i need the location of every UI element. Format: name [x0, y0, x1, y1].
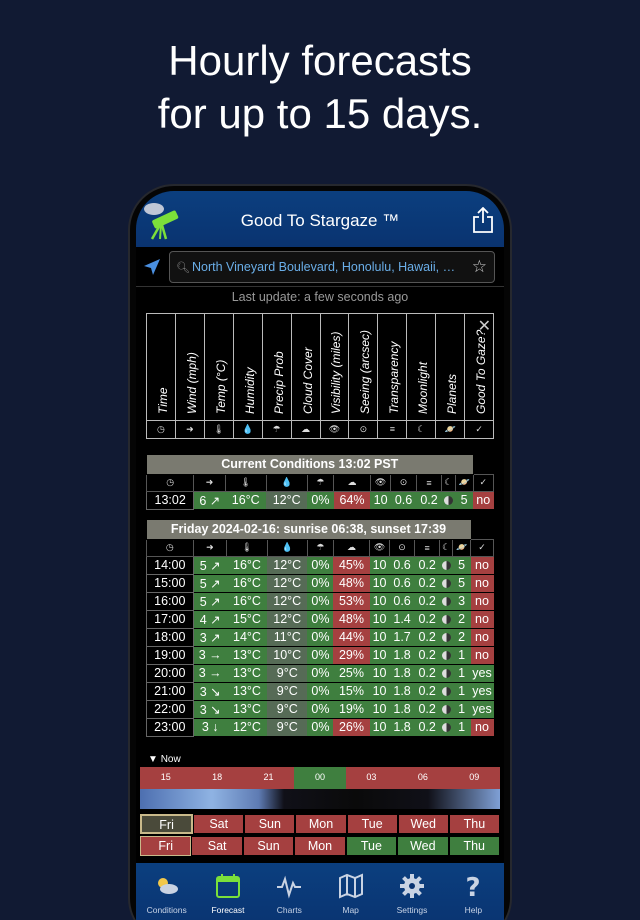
column-icon: ≡ [416, 474, 442, 491]
legend-column [407, 314, 436, 438]
column-icon: ✓ [471, 539, 494, 556]
icon-row [147, 474, 494, 491]
time-cell: 23:00 [147, 718, 194, 736]
table-row[interactable] [147, 556, 494, 574]
legend-column [321, 314, 350, 438]
daylight-strip [140, 789, 500, 809]
temp-cell: 12°C [227, 718, 267, 736]
last-update: Last update: a few seconds ago [231, 290, 409, 304]
day-button-thu[interactable]: Thu [449, 814, 500, 834]
wind-cell: 3 → [193, 646, 227, 664]
time-cell: 14:00 [147, 556, 194, 574]
cloud-cell: 29% [333, 646, 369, 664]
vis-cell: 10 [370, 574, 390, 592]
column-icon: ≡ [415, 539, 440, 556]
day-selector-row-1 [140, 814, 500, 834]
time-cell: 22:00 [147, 700, 194, 718]
legend-column [349, 314, 378, 438]
day-button-thu[interactable]: Thu [449, 836, 500, 856]
tab-charts[interactable] [259, 863, 320, 920]
moon-cell [440, 628, 453, 646]
column-icon: 🪐 [453, 539, 471, 556]
seeing-cell: 1.8 [390, 700, 415, 718]
table-row[interactable] [147, 628, 494, 646]
time-cell: 20:00 [147, 664, 194, 682]
good-cell: yes [472, 666, 492, 680]
good-cell: no [473, 491, 493, 509]
moon-phase-icon [442, 651, 451, 660]
day-button-mon[interactable]: Mon [295, 814, 346, 834]
moon-cell [440, 682, 453, 700]
humidity-cell: 12°C [267, 556, 307, 574]
legend-icon: 👁 [321, 420, 349, 438]
conditions-icon [154, 873, 180, 899]
column-icon: 💧 [266, 474, 307, 491]
moon-cell [442, 491, 455, 509]
cloud-cell: 25% [333, 664, 369, 682]
time-cell: 15:00 [147, 574, 194, 592]
seeing-cell: 1.8 [390, 646, 415, 664]
precip-cell: 0% [307, 664, 333, 682]
tab-label: Charts [276, 905, 302, 915]
planets-cell: 1 [453, 682, 471, 700]
wind-cell: 3 ↘ [193, 682, 227, 700]
column-icon: ☾ [442, 474, 455, 491]
legend-label: Precip Prob [271, 351, 286, 414]
day-button-sun[interactable]: Sun [243, 836, 294, 856]
tab-conditions[interactable] [136, 863, 197, 920]
current-conditions-table [146, 455, 494, 510]
table-row[interactable] [147, 491, 494, 509]
chart-pulse-icon [276, 873, 302, 899]
day-selector-row-2 [140, 836, 500, 856]
transp-cell: 0.2 [415, 610, 440, 628]
legend-column [176, 314, 205, 438]
seeing-cell: 0.6 [390, 574, 415, 592]
temp-cell: 16°C [225, 491, 266, 509]
planets-cell: 2 [453, 610, 471, 628]
cloud-cell: 26% [333, 718, 369, 736]
table-row[interactable] [147, 664, 494, 682]
transp-cell: 0.2 [415, 574, 440, 592]
day-button-wed[interactable]: Wed [397, 836, 448, 856]
legend-label: Good To Gaze? [474, 329, 489, 414]
timeline-ticks [140, 767, 500, 789]
forecast-day-header: Friday 2024-02-16: sunrise 06:38, sunset 17:39 [147, 520, 471, 539]
precip-cell: 0% [307, 491, 334, 509]
tab-label: Map [342, 905, 359, 915]
moon-cell [440, 718, 453, 736]
moon-phase-icon [442, 687, 451, 696]
precip-cell: 0% [307, 628, 333, 646]
planets-cell: 1 [453, 718, 471, 736]
temp-cell: 13°C [227, 700, 267, 718]
tab-help[interactable] [443, 863, 504, 920]
app-title: Good To Stargaze ™ [240, 211, 400, 230]
column-legend [146, 313, 494, 439]
temp-cell: 13°C [227, 664, 267, 682]
gear-icon [399, 873, 425, 899]
table-row[interactable] [147, 610, 494, 628]
legend-label: Temp (°C) [213, 359, 228, 414]
temp-cell: 16°C [227, 556, 267, 574]
humidity-cell: 9°C [267, 700, 307, 718]
temp-cell: 13°C [227, 646, 267, 664]
column-icon: 👁 [370, 474, 390, 491]
moon-cell [440, 646, 453, 664]
time-cell: 13:02 [147, 491, 194, 509]
search-icon: 🔍︎ [176, 262, 190, 274]
transp-cell: 0.2 [415, 628, 440, 646]
help-icon [460, 873, 486, 899]
cloud-cell: 44% [333, 628, 369, 646]
legend-icon: 💧 [234, 420, 262, 438]
wind-cell: 4 ↗ [193, 610, 227, 628]
day-button-tue[interactable]: Tue [346, 836, 397, 856]
precip-cell: 0% [307, 718, 333, 736]
moon-phase-icon [442, 615, 451, 624]
forecast-table [146, 520, 494, 737]
legend-column [263, 314, 292, 438]
bottom-tab-bar [136, 863, 504, 920]
legend-label: Cloud Cover [300, 347, 315, 414]
seeing-cell: 1.8 [390, 664, 415, 682]
cloud-cell: 19% [333, 700, 369, 718]
humidity-cell: 9°C [267, 664, 307, 682]
column-icon: ➜ [193, 539, 227, 556]
day-button-tue[interactable]: Tue [347, 814, 398, 834]
tab-label: Settings [396, 905, 428, 915]
wind-cell: 3 ↓ [193, 718, 227, 736]
timeline-tick: 00 [294, 767, 345, 789]
headline [0, 34, 640, 140]
timeline-tick: 18 [191, 767, 242, 789]
seeing-cell: 0.6 [390, 556, 415, 574]
good-cell: yes [472, 684, 492, 698]
precip-cell: 0% [307, 592, 333, 610]
legend-column [378, 314, 407, 438]
moon-cell [440, 592, 453, 610]
table-row[interactable] [147, 592, 494, 610]
close-legend-icon[interactable]: ✕ [477, 318, 492, 335]
vis-cell: 10 [370, 718, 390, 736]
legend-icon: ➜ [176, 420, 204, 438]
timeline-bar[interactable] [136, 749, 504, 811]
legend-icon: 🪐 [436, 420, 464, 438]
time-cell: 18:00 [147, 628, 194, 646]
tab-label: Forecast [211, 905, 245, 915]
moon-phase-icon [444, 496, 453, 505]
vis-cell: 10 [370, 700, 390, 718]
vis-cell: 10 [370, 610, 390, 628]
moon-phase-icon [442, 633, 451, 642]
svg-text:?: ? [465, 873, 481, 899]
planets-cell: 1 [453, 700, 471, 718]
column-icon: ⊙ [391, 474, 417, 491]
humidity-cell: 11°C [267, 628, 307, 646]
good-cell: no [471, 628, 494, 646]
legend-label: Wind (mph) [184, 352, 199, 414]
moon-cell [440, 664, 453, 682]
column-icon: 🪐 [455, 474, 473, 491]
column-icon: 👁 [370, 539, 390, 556]
column-icon: ◷ [147, 539, 194, 556]
timeline-tick: 06 [397, 767, 448, 789]
map-icon [338, 873, 364, 899]
good-cell: no [471, 610, 494, 628]
icon-row [147, 539, 494, 556]
day-button-mon[interactable]: Mon [294, 836, 345, 856]
vis-cell: 10 [370, 682, 390, 700]
legend-column [465, 314, 493, 438]
tab-label: Help [464, 905, 483, 915]
moon-cell [440, 574, 453, 592]
current-conditions-header: Current Conditions 13:02 PST [147, 455, 474, 474]
legend-icon: ≡ [378, 420, 406, 438]
wind-cell: 5 ↗ [193, 556, 227, 574]
transp-cell: 0.2 [415, 556, 440, 574]
precip-cell: 0% [307, 646, 333, 664]
table-row[interactable] [147, 682, 494, 700]
column-icon: ◷ [147, 474, 194, 491]
legend-icon: ◷ [147, 420, 175, 438]
favorite-star-icon[interactable]: ☆ [471, 257, 487, 276]
column-icon: 🌡 [225, 474, 266, 491]
table-row[interactable] [147, 574, 494, 592]
planets-cell: 5 [455, 491, 473, 509]
legend-label: Time [155, 387, 170, 414]
temp-cell: 15°C [227, 610, 267, 628]
humidity-cell: 12°C [266, 491, 307, 509]
precip-cell: 0% [307, 700, 333, 718]
humidity-cell: 9°C [267, 682, 307, 700]
transp-cell: 0.2 [415, 682, 440, 700]
search-row [136, 247, 504, 287]
app-header [136, 191, 504, 247]
headline-line2: for up to 15 days. [157, 90, 483, 137]
legend-label: Humidity [242, 367, 257, 414]
good-cell: no [471, 718, 494, 736]
headline-line1: Hourly forecasts [168, 37, 472, 84]
planets-cell: 5 [453, 574, 471, 592]
search-value: North Vineyard Boulevard, Honolulu, Hawaii, U... [192, 260, 462, 274]
planets-cell: 2 [453, 628, 471, 646]
now-label: ▼ Now [148, 754, 181, 765]
app-screen [136, 191, 504, 920]
temp-cell: 16°C [227, 592, 267, 610]
day-button-wed[interactable]: Wed [398, 814, 449, 834]
legend-icon: ✓ [465, 420, 493, 438]
cloud-cell: 45% [333, 556, 369, 574]
legend-label: Moonlight [416, 361, 431, 414]
tab-settings[interactable] [381, 863, 442, 920]
column-icon: ☂ [307, 539, 333, 556]
vis-cell: 10 [370, 646, 390, 664]
day-button-sat[interactable]: Sat [191, 836, 242, 856]
day-button-sun[interactable]: Sun [244, 814, 295, 834]
moon-cell [440, 610, 453, 628]
legend-column [205, 314, 234, 438]
precip-cell: 0% [307, 556, 333, 574]
wind-cell: 5 ↗ [193, 574, 227, 592]
seeing-cell: 1.8 [390, 682, 415, 700]
wind-cell: 6 ↗ [194, 491, 225, 509]
seeing-cell: 1.8 [390, 718, 415, 736]
temp-cell: 13°C [227, 682, 267, 700]
planets-cell: 1 [453, 664, 471, 682]
cloud-cell: 48% [333, 610, 369, 628]
legend-icon: ☾ [407, 420, 435, 438]
column-icon: 🌡 [227, 539, 267, 556]
temp-cell: 14°C [227, 628, 267, 646]
calendar-icon [215, 873, 241, 899]
cloud-cell: 64% [334, 491, 371, 509]
column-icon: ☂ [307, 474, 334, 491]
precip-cell: 0% [307, 574, 333, 592]
vis-cell: 10 [370, 664, 390, 682]
cloud-cell: 53% [333, 592, 369, 610]
legend-icon: 🌡 [205, 420, 233, 438]
column-icon: ☾ [440, 539, 453, 556]
share-icon[interactable] [472, 207, 494, 233]
column-icon: ⊙ [390, 539, 415, 556]
column-icon: 💧 [267, 539, 307, 556]
temp-cell: 16°C [227, 574, 267, 592]
legend-label: Planets [445, 373, 460, 414]
legend-label: Transparency [387, 341, 402, 414]
moon-phase-icon [442, 705, 451, 714]
legend-label: Seeing (arcsec) [358, 329, 373, 414]
tab-label: Conditions [146, 905, 187, 915]
legend-column [292, 314, 321, 438]
seeing-cell: 1.7 [390, 628, 415, 646]
legend-icon: ⊙ [349, 420, 377, 438]
seeing-cell: 1.4 [390, 610, 415, 628]
column-icon: ➜ [194, 474, 225, 491]
time-cell: 16:00 [147, 592, 194, 610]
cloud-cell: 15% [333, 682, 369, 700]
planets-cell: 5 [453, 556, 471, 574]
transp-cell: 0.2 [415, 700, 440, 718]
column-icon: ☁ [334, 474, 371, 491]
legend-column [436, 314, 465, 438]
vis-cell: 10 [370, 592, 390, 610]
moon-phase-icon [442, 561, 451, 570]
day-button-sat[interactable]: Sat [193, 814, 244, 834]
seeing-cell: 0.6 [390, 592, 415, 610]
transp-cell: 0.2 [415, 718, 440, 736]
planets-cell: 3 [453, 592, 471, 610]
location-arrow-icon[interactable] [142, 257, 162, 277]
legend-label: Visibility (miles) [329, 331, 344, 414]
legend-column [147, 314, 176, 438]
humidity-cell: 12°C [267, 592, 307, 610]
good-cell: no [471, 574, 494, 592]
good-cell: no [471, 592, 494, 610]
table-row[interactable] [147, 718, 494, 736]
timeline-tick: 15 [140, 767, 191, 789]
precip-cell: 0% [307, 682, 333, 700]
moon-phase-icon [442, 579, 451, 588]
legend-icon: ☂ [263, 420, 291, 438]
good-cell: no [471, 646, 494, 664]
humidity-cell: 12°C [267, 610, 307, 628]
table-row[interactable] [147, 646, 494, 664]
moon-cell [440, 700, 453, 718]
table-row[interactable] [147, 700, 494, 718]
legend-column [234, 314, 263, 438]
transp-cell: 0.2 [415, 646, 440, 664]
planets-cell: 1 [453, 646, 471, 664]
precip-cell: 0% [307, 610, 333, 628]
humidity-cell: 10°C [267, 646, 307, 664]
wind-cell: 5 ↗ [193, 592, 227, 610]
column-icon: ☁ [333, 539, 369, 556]
cloud-cell: 48% [333, 574, 369, 592]
vis-cell: 10 [370, 556, 390, 574]
moon-phase-icon [442, 669, 451, 678]
search-input[interactable] [169, 251, 495, 283]
vis-cell: 10 [370, 491, 390, 509]
humidity-cell: 12°C [267, 574, 307, 592]
tab-forecast[interactable] [197, 863, 258, 920]
wind-cell: 3 ↘ [193, 700, 227, 718]
time-cell: 17:00 [147, 610, 194, 628]
day-button-fri[interactable]: Fri [140, 836, 191, 856]
legend-icon: ☁ [292, 420, 320, 438]
timeline-tick: 21 [243, 767, 294, 789]
timeline-tick: 09 [449, 767, 500, 789]
time-cell: 19:00 [147, 646, 194, 664]
time-cell: 21:00 [147, 682, 194, 700]
tab-map[interactable] [320, 863, 381, 920]
seeing-cell: 0.6 [391, 491, 417, 509]
wind-cell: 3 ↗ [193, 628, 227, 646]
transp-cell: 0.2 [416, 491, 442, 509]
moon-phase-icon [442, 723, 451, 732]
transp-cell: 0.2 [415, 664, 440, 682]
good-cell: yes [472, 702, 492, 716]
wind-cell: 3 → [193, 664, 227, 682]
timeline-tick: 03 [346, 767, 397, 789]
transp-cell: 0.2 [415, 592, 440, 610]
column-icon: ✓ [473, 474, 493, 491]
humidity-cell: 9°C [267, 718, 307, 736]
moon-phase-icon [442, 597, 451, 606]
good-cell: no [471, 556, 494, 574]
vis-cell: 10 [370, 628, 390, 646]
moon-cell [440, 556, 453, 574]
day-button-fri[interactable]: Fri [140, 814, 193, 834]
